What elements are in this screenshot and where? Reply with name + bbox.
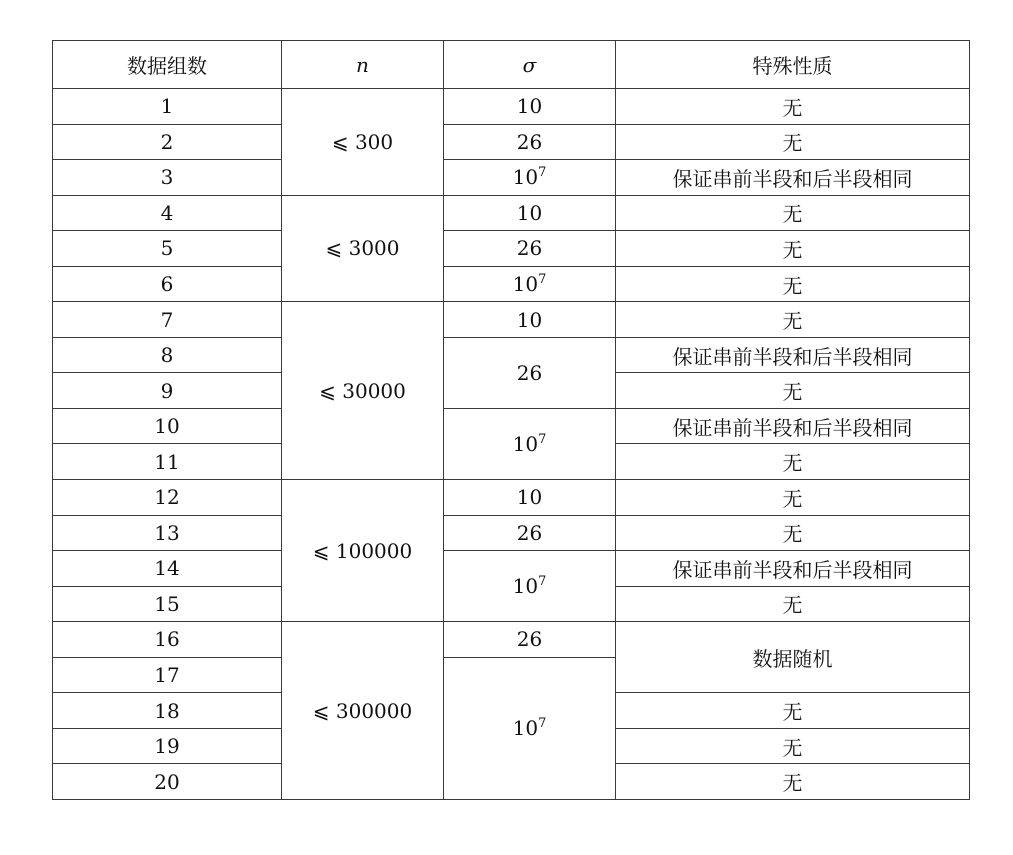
sigma-exponent: 7 <box>538 272 547 287</box>
sigma-base: 10 <box>512 431 539 456</box>
sigma-cell <box>444 266 616 302</box>
property-cell: 无 <box>616 373 970 409</box>
sigma-cell: 26 <box>444 337 616 408</box>
table-row <box>53 231 970 267</box>
group-cell: 17 <box>53 657 282 693</box>
sigma-base: 10 <box>512 165 539 190</box>
table-row <box>53 266 970 302</box>
sigma-exponent: 7 <box>538 431 547 447</box>
property-cell: 无 <box>616 586 970 622</box>
sigma-cell <box>444 160 616 196</box>
group-cell: 15 <box>53 586 282 622</box>
header-n: n <box>282 41 444 89</box>
group-cell: 12 <box>53 480 282 516</box>
table-row <box>53 480 970 516</box>
group-cell: 5 <box>53 231 282 267</box>
sigma-cell: 26 <box>444 622 616 658</box>
sigma-base: 10 <box>512 272 539 296</box>
data-constraints-table <box>52 40 970 800</box>
property-cell: 无 <box>616 515 970 551</box>
group-cell: 20 <box>53 764 282 800</box>
property-cell: 无 <box>616 266 970 302</box>
group-cell: 14 <box>53 551 282 587</box>
sigma-cell: 10 <box>444 89 616 125</box>
group-cell: 1 <box>53 89 282 125</box>
property-cell: 无 <box>616 195 970 231</box>
sigma-base: 10 <box>512 716 539 741</box>
property-cell: 无 <box>616 231 970 267</box>
group-cell: 9 <box>53 373 282 409</box>
header-special-property: 特殊性质 <box>616 41 970 89</box>
property-cell: 无 <box>616 728 970 764</box>
group-cell: 3 <box>53 160 282 196</box>
group-cell: 7 <box>53 302 282 338</box>
table-row <box>53 195 970 231</box>
group-cell: 11 <box>53 444 282 480</box>
group-cell: 6 <box>53 266 282 302</box>
property-cell: 保证串前半段和后半段相同 <box>616 160 970 196</box>
sigma-exponent: 7 <box>538 574 547 590</box>
n-bound-cell: ⩽ 300000 <box>282 622 444 800</box>
sigma-cell: 10 <box>444 195 616 231</box>
sigma-cell <box>444 408 616 479</box>
property-cell: 无 <box>616 444 970 480</box>
sigma-cell: 10 <box>444 480 616 516</box>
table-row <box>53 160 970 196</box>
property-cell: 数据随机 <box>616 622 970 693</box>
table-row <box>53 622 970 658</box>
group-cell: 8 <box>53 337 282 373</box>
property-cell: 保证串前半段和后半段相同 <box>616 551 970 587</box>
group-cell: 4 <box>53 195 282 231</box>
group-cell: 10 <box>53 408 282 444</box>
group-cell: 16 <box>53 622 282 658</box>
sigma-exponent: 7 <box>538 165 547 181</box>
property-cell: 无 <box>616 764 970 800</box>
sigma-base: 10 <box>512 574 539 599</box>
group-cell: 18 <box>53 693 282 729</box>
sigma-cell <box>444 551 616 622</box>
sigma-cell: 26 <box>444 231 616 267</box>
property-cell: 无 <box>616 693 970 729</box>
sigma-cell: 10 <box>444 302 616 338</box>
header-row <box>53 41 970 89</box>
table-row <box>53 89 970 125</box>
n-bound-cell: ⩽ 3000 <box>282 195 444 302</box>
n-bound-cell: ⩽ 30000 <box>282 302 444 480</box>
table-row <box>53 408 970 444</box>
table-row <box>53 515 970 551</box>
header-sigma: σ <box>444 41 616 89</box>
group-cell: 19 <box>53 728 282 764</box>
property-cell: 无 <box>616 89 970 125</box>
group-cell: 13 <box>53 515 282 551</box>
table-row <box>53 551 970 587</box>
property-cell: 保证串前半段和后半段相同 <box>616 337 970 373</box>
sigma-cell: 26 <box>444 124 616 160</box>
sigma-cell: 26 <box>444 515 616 551</box>
table-row <box>53 124 970 160</box>
n-bound-cell: ⩽ 300 <box>282 89 444 196</box>
n-bound-cell: ⩽ 100000 <box>282 480 444 622</box>
table-row <box>53 302 970 338</box>
sigma-exponent: 7 <box>538 716 547 732</box>
property-cell: 无 <box>616 480 970 516</box>
sigma-cell <box>444 657 616 799</box>
property-cell: 保证串前半段和后半段相同 <box>616 408 970 444</box>
header-group-count: 数据组数 <box>53 41 282 89</box>
table-row <box>53 337 970 373</box>
property-cell: 无 <box>616 302 970 338</box>
group-cell: 2 <box>53 124 282 160</box>
property-cell: 无 <box>616 124 970 160</box>
